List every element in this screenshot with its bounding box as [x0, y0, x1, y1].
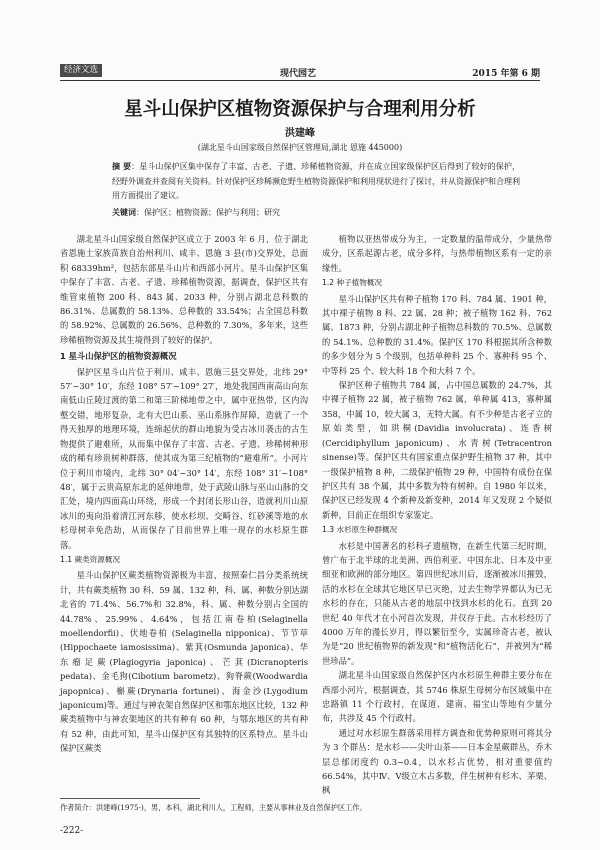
- footnote-rule: [60, 798, 200, 799]
- paragraph-genera: 保护区种子植物共 784 属，占中国总属数的 24.7%，其中裸子植物 22 属，被子植物 762 属，单种属 413，寡种属 358，中属 10，较大属 3，无特大属。有不少种是古老孑立的原始类型，如珙桐(Davidia involucrata)、连香树(Cercidiphyllum japonicum)、水青树(Tetracentron sinense)等。保护区共有国家重点保护野生植物 37 种，其中一级保护植物 8 种，二级保护植物 29 种，中国特有成份在保护区共有 38 个属，其中多数为特有树种。自 1980 年以来，保护区已经发现 4 个新种及新变种，2014 年又发现 2 个疑似新种，目前正在组织专家鉴定。: [322, 380, 552, 520]
- paragraph-communities: 通过对水杉原生群落采用样方调查和优势种原则可将其分为 3 个群丛：是水杉——尖叶山茶——日本金星蕨群丛，乔木层总郁闭度约 0.3~0.4，以水杉占优势，相对重要值约 66.54%，其中Ⅳ、Ⅴ级立木占多数，伴生树种有杉木、茅栗、枫: [322, 727, 552, 796]
- paper-title: 星斗山保护区植物资源保护与合理利用分析: [124, 99, 476, 120]
- issue-label: 2015 年第 6 期: [472, 69, 540, 79]
- header-rule: [60, 80, 540, 81]
- author-name: 洪建峰: [285, 128, 315, 139]
- right-column: [322, 232, 552, 798]
- paragraph-ferns-cont: 植物以亚热带成分为主，一定数量的温带成分，少量热带成分，区系起源古老，成分多样，与热带植物区系有一定的亲缘性。: [322, 234, 552, 273]
- abstract-text: ：星斗山保护区集中保存了丰富、古老、子遗、珍稀植物资源，并在成立国家级保护区后得到了较好的保护，经野外调查并查阅有关资料。针对保护区珍稀濒危野生植物资源保护和利用现状进行了探讨，并从资源保护和合理利用方面提出了建议。: [112, 162, 520, 200]
- abstract-label: 摘 要: [112, 162, 132, 171]
- keywords: [112, 207, 520, 218]
- paragraph-distribution: 湖北星斗山国家级自然保护区内水杉原生种群主要分布在西部小河片，根据调查，其 5746 株原生母树分布区域集中在忠路镇 11 个行政村，在谋道、建南、福宝山等地有少量分布，共涉及 45 个行政村。: [322, 670, 552, 724]
- journal-name: 现代园艺: [280, 69, 317, 79]
- intro-paragraph: 湖北星斗山国家级自然保护区成立于 2003 年 6 月，位于湖北省恩施土家族苗族自治州利川、咸丰、恩施 3 县(市)交界处，总面积 68339hm²，包括东部星斗山片和西部小河片。星斗山保护区集中保存了丰富、古老、孑遗、珍稀植物资源，据调查，保护区共有维管束植物 200 科、843 属、2033 种，分别占湖北总科数的 86.31%、总属数的 58.13%、总种数的 33.54%；占全国总科数的 58.92%、总属数的 26.56%、总种数的 7.30%，多年来，这些珍稀植物资源及其生境得到了较好的保护。: [60, 234, 308, 345]
- paragraph-seed-plants: 星斗山保护区共有种子植物 170 科、784 属、1901 种，其中裸子植物 8 科、22 属、28 种；被子植物 162 科、762 属、1873 种，分别占湖北种子植物总科数的 70.5%、总属数的 54.1%、总种数的 31.4%。保护区 170 科根据其所含种数的多少划分为 5 个级别，包括单种科 25 个、寡种科 95 个、中等科 25 个、较大科 18 个和大科 7 个。: [322, 293, 552, 376]
- column-badge: 经济文选: [60, 64, 102, 77]
- left-column: [60, 232, 308, 756]
- page-number: -222-: [60, 826, 84, 836]
- section-heading-1: 1 星斗山保护区的植物资源概况: [60, 351, 177, 362]
- abstract: [112, 160, 520, 204]
- paragraph-metasequoia: 水杉是中国著名的杉科孑遗植物，在新生代第三纪时期，曾广布于北半球的北美洲、西伯利亚、中国东北、日本及中亚细亚和欧洲的部分地区。第四世纪冰川后，逐渐被冰川摧毁，活的水杉在全球其它地区早已灭绝，过去生物学界都认为已无水杉的存在，只能从古老的地层中找到水杉的化石。直到 20 世纪 40 年代才在小河首次发现，并仅存于此。古水杉经历了 4000 万年的漫长岁月，得以繁衍至今，实属珍奇古老，被认为是“20 世纪植物界的新发现”和“植物活化石”，并被列为“稀世珍品”。: [322, 540, 552, 666]
- keywords-text: ：保护区；植物资源；保护与利用；研究: [136, 208, 280, 217]
- author-footnote: 作者简介：洪建峰(1975-)，男，本科，湖北利川人，工程师，主要从事林业及自然保护区工作。: [60, 803, 367, 812]
- subsection-heading-1-3: 1.3 水杉原生种群概况: [322, 525, 398, 535]
- keywords-label: 关键词: [112, 208, 136, 217]
- paragraph-ferns: 星斗山保护区蕨类植物资源极为丰富，按照秦仁昌分类系统统计，共有蕨类植物 30 科、59 属、132 种，科、属、种数分别达湖北省的 71.4%、56.7%和 32.8%，科、属、种数分别占全国的 44.78%、25.99%、4.64%，包括江南卷柏(Selaginella moellendorfii)、伏地卷柏 (Selaginella nipponica)、节节草(Hippochaete iamosissima)、紫萁(Osmunda japonica)、华东瘤足蕨(Plagiogyria japonica)、芒萁(Dicranopteris pedata)、金毛狗(Cibotium barometz)、狗脊蕨(Woodwardia japopnica)、槲蕨(Drynaria fortunei)、海金沙(Lygodium japonicum)等。通过与神农架自然保护区和鄂东地区比较，132 种蕨类植物中与神农架地区的共有种有 60 种，与鄂东地区的共有种有 52 种，由此可知，星斗山保护区有其独特的区系特点。星斗山保护区蕨类: [60, 570, 308, 754]
- subsection-heading-1-2: 1.2 种子植物概况: [322, 278, 383, 288]
- subsection-heading-1-1: 1.1 蕨类资源概况: [60, 554, 121, 564]
- author-affiliation: (湖北星斗山国家级自然保护区管理局,湖北 恩施 445000): [197, 143, 403, 152]
- paragraph-overview: 保护区星斗山片位于利川、咸丰、恩施三县交界处，北纬 29° 57′~30° 10′，东经 108° 57′~109° 27′，地处我国西南高山向东南低山丘陵过渡的第二和第三阶梯地带之中，属中亚热带，区内沟壑交错，地形复杂，北有大巴山系、巫山系脉作屏障，造就了一个得天独厚的地理环境，连绵起伏的群山地貌为受古冰川袭击的古生物提供了避难所，从而集中保存了丰富、古老、孑遗、珍稀树种形成的稀有珍贵树种群落，使其成为第三纪植物的“避难所”。小河片位于利川市境内，北纬 30° 04′~30° 14′，东经 108° 31′~108° 48′，属于云贵高原东北的延伸地带，处于武陵山脉与巫山山脉的交汇处，境内四面高山环绕，形成一个封闭长形山谷，造就利川山原冰川的夷向沿着清江河东移，使水杉坝、交畸谷、红砂溪等地的水杉母树幸免浩劫，从而保存了目前世界上唯一现存的水杉原生群落。: [60, 366, 308, 550]
